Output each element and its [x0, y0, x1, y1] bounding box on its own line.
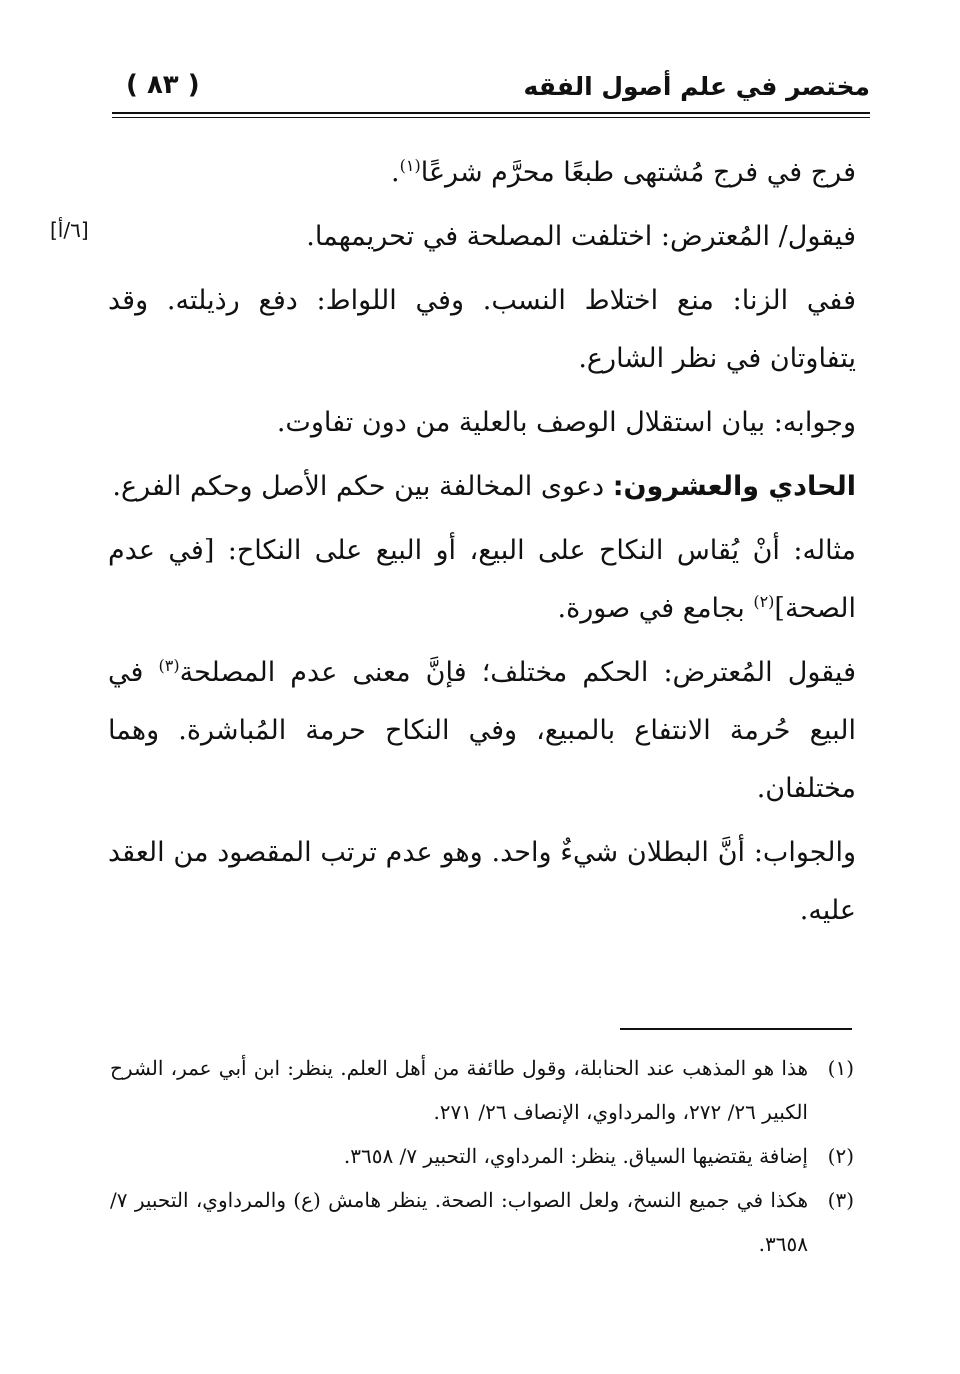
footnote-separator — [620, 1028, 852, 1030]
manuscript-folio-ref: [٦/أ] — [50, 218, 89, 242]
section-heading: الحادي والعشرون: — [612, 471, 856, 502]
footnote-ref-3: (٣) — [158, 656, 180, 675]
main-text — [108, 144, 856, 946]
paragraph-6-text: مثاله: أنْ يُقاس النكاح على البيع، أو البيع على النكاح: [في عدم الصحة] — [108, 535, 856, 624]
footnote-3-text: هكذا في جميع النسخ، ولعل الصواب: الصحة. ينظر هامش (ع) والمرداوي، التحبير ٧/ ٣٦٥٨. — [110, 1188, 808, 1256]
paragraph-6 — [108, 522, 856, 638]
footnote-2-number: (٢) — [827, 1144, 854, 1168]
paragraph-5 — [108, 458, 856, 516]
footnote-3 — [110, 1178, 854, 1266]
paragraph-5-text: دعوى المخالفة بين حكم الأصل وحكم الفرع. — [112, 471, 613, 502]
footnote-ref-2: (٢) — [753, 592, 775, 611]
page-number: ( ٨٣ ) — [126, 70, 200, 100]
footnotes — [110, 1046, 854, 1266]
header-rule-thick — [112, 112, 870, 114]
paragraph-7-end: في البيع حُرمة الانتفاع بالمبيع، وفي النكاح حرمة المُباشرة. وهما مختلفان. — [108, 657, 856, 804]
paragraph-1-end: . — [391, 157, 400, 188]
paragraph-6-end: بجامع في صورة. — [557, 593, 754, 624]
book-title: مختصر في علم أصول الفقه — [523, 72, 870, 101]
footnote-ref-1: (١) — [399, 156, 421, 175]
paragraph-1-text: فرج في فرج مُشتهى طبعًا محرَّم شرعًا — [420, 157, 856, 188]
footnote-1-number: (١) — [827, 1056, 854, 1080]
footnote-3-number: (٣) — [827, 1188, 854, 1212]
paragraph-2: فيقول/ المُعترض: اختلفت المصلحة في تحريمهما. — [306, 221, 856, 252]
paragraph-7-text: فيقول المُعترض: الحكم مختلف؛ فإنَّ معنى عدم المصلحة — [179, 657, 856, 688]
footnote-2-text: إضافة يقتضيها السياق. ينظر: المرداوي، التحبير ٧/ ٣٦٥٨. — [343, 1144, 808, 1168]
running-header — [112, 68, 870, 112]
paragraph-4: وجوابه: بيان استقلال الوصف بالعلية من دون تفاوت. — [276, 407, 856, 438]
footnote-1-text: هذا هو المذهب عند الحنابلة، وقول طائفة من أهل العلم. ينظر: ابن أبي عمر، الشرح الكبير ٢٦/ ٢٧٢، والمرداوي، الإنصاف ٢٦/ ٢٧١. — [110, 1056, 808, 1124]
footnote-1 — [110, 1046, 854, 1134]
paragraph-3: ففي الزنا: منع اختلاط النسب. وفي اللواط: دفع رذيلته. وقد يتفاوتان في نظر الشارع. — [108, 285, 856, 374]
header-rule-thin — [112, 117, 870, 118]
paragraph-7 — [108, 644, 856, 818]
paragraph-1 — [108, 144, 856, 202]
footnote-2 — [110, 1134, 854, 1178]
paragraph-8: والجواب: أنَّ البطلان شيءٌ واحد. وهو عدم ترتب المقصود من العقد عليه. — [108, 837, 856, 926]
